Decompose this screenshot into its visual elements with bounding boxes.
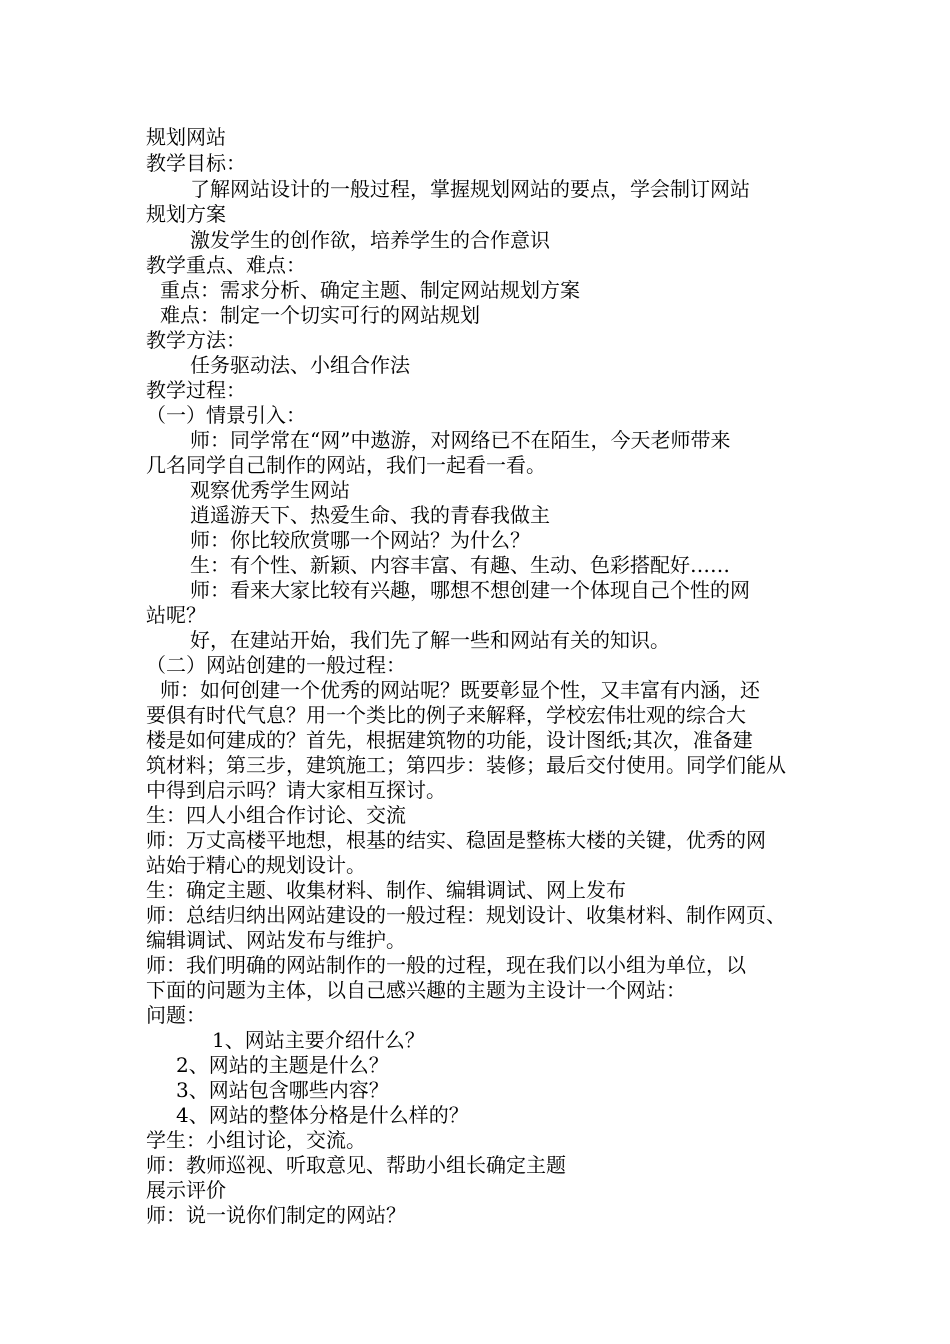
s1-p2-line1: 师：看来大家比较有兴趣，哪想不想创建一个体现自己个性的网 [190,578,750,602]
goals-heading: 教学目标： [146,151,246,175]
question-4: 4、网站的整体分格是什么样的？ [176,1103,469,1127]
s1-p1-line1: 师：同学常在“网”中遨游，对网络已不在陌生，今天老师带来 [190,428,731,452]
method-heading: 教学方法： [146,328,246,352]
goal2: 激发学生的创作欲，培养学生的合作意识 [190,228,550,252]
question-3: 3、网站包含哪些内容？ [176,1078,389,1102]
key-point: 重点：需求分析、确定主题、制定网站规划方案 [160,278,580,302]
document-title: 规划网站 [146,125,226,149]
s1-p3: 好，在建站开始，我们先了解一些和网站有关的知识。 [190,628,670,652]
s2-p2-line2: 站始于精心的规划设计。 [146,853,366,877]
s2-p1-line4: 筑材料；第三步，建筑施工；第四步：装修；最后交付使用。同学们能从 [146,753,786,777]
s2-p4-line2: 下面的问题为主体，以自己感兴趣的主题为主设计一个网站： [146,978,686,1002]
s2-p1-line5: 中得到启示吗？请大家相互探讨。 [146,778,446,802]
goal1-line1: 了解网站设计的一般过程，掌握规划网站的要点，学会制订网站 [190,177,750,201]
s2-p4-line1: 师：我们明确的网站制作的一般的过程，现在我们以小组为单位，以 [146,953,746,977]
questions-heading: 问题： [146,1003,206,1027]
show-eval: 展示评价 [146,1178,226,1202]
s2-p2-line1: 师：万丈高楼平地想，根基的结实、稳固是整栋大楼的关键，优秀的网 [146,828,766,852]
question-1: 1、网站主要介绍什么？ [212,1028,425,1052]
s2-p1-line3: 楼是如何建成的？首先，根据建筑物的功能，设计图纸;其次，准备建 [146,728,753,752]
s2-p3-line1: 师：总结归纳出网站建设的一般过程：规划设计、收集材料、制作网页、 [146,903,786,927]
s2-student2: 生：确定主题、收集材料、制作、编辑调试、网上发布 [146,878,626,902]
question-2: 2、网站的主题是什么？ [176,1053,389,1077]
process-heading: 教学过程： [146,378,246,402]
section1-heading: （一）情景引入： [146,403,306,427]
method: 任务驱动法、小组合作法 [190,353,410,377]
student3: 学生：小组讨论，交流。 [146,1128,366,1152]
s1-observe: 观察优秀学生网站 [190,478,350,502]
s1-p2-line2: 站呢？ [146,603,206,627]
s2-p1-line2: 要俱有时代气息？用一个类比的例子来解释，学校宏伟壮观的综合大 [146,703,746,727]
goal1-line2: 规划方案 [146,202,226,226]
s1-answer: 生：有个性、新颖、内容丰富、有趣、生动、色彩搭配好…… [190,553,730,577]
teacher-last: 师：教师巡视、听取意见、帮助小组长确定主题 [146,1153,566,1177]
section2-heading: （二）网站创建的一般过程： [146,653,406,677]
s1-question: 师：你比较欣赏哪一个网站？为什么？ [190,528,530,552]
s1-sites: 逍遥游天下、热爱生命、我的青春我做主 [190,503,550,527]
s1-p1-line2: 几名同学自己制作的网站，我们一起看一看。 [146,453,546,477]
key-heading: 教学重点、难点： [146,253,306,277]
difficult-point: 难点：制定一个切实可行的网站规划 [160,303,480,327]
s2-p1-line1: 师：如何创建一个优秀的网站呢？既要彰显个性，又丰富有内涵，还 [160,678,760,702]
s2-p3-line2: 编辑调试、网站发布与维护。 [146,928,406,952]
s2-student1: 生：四人小组合作讨论、交流 [146,803,406,827]
final-question: 师：说一说你们制定的网站？ [146,1203,406,1227]
